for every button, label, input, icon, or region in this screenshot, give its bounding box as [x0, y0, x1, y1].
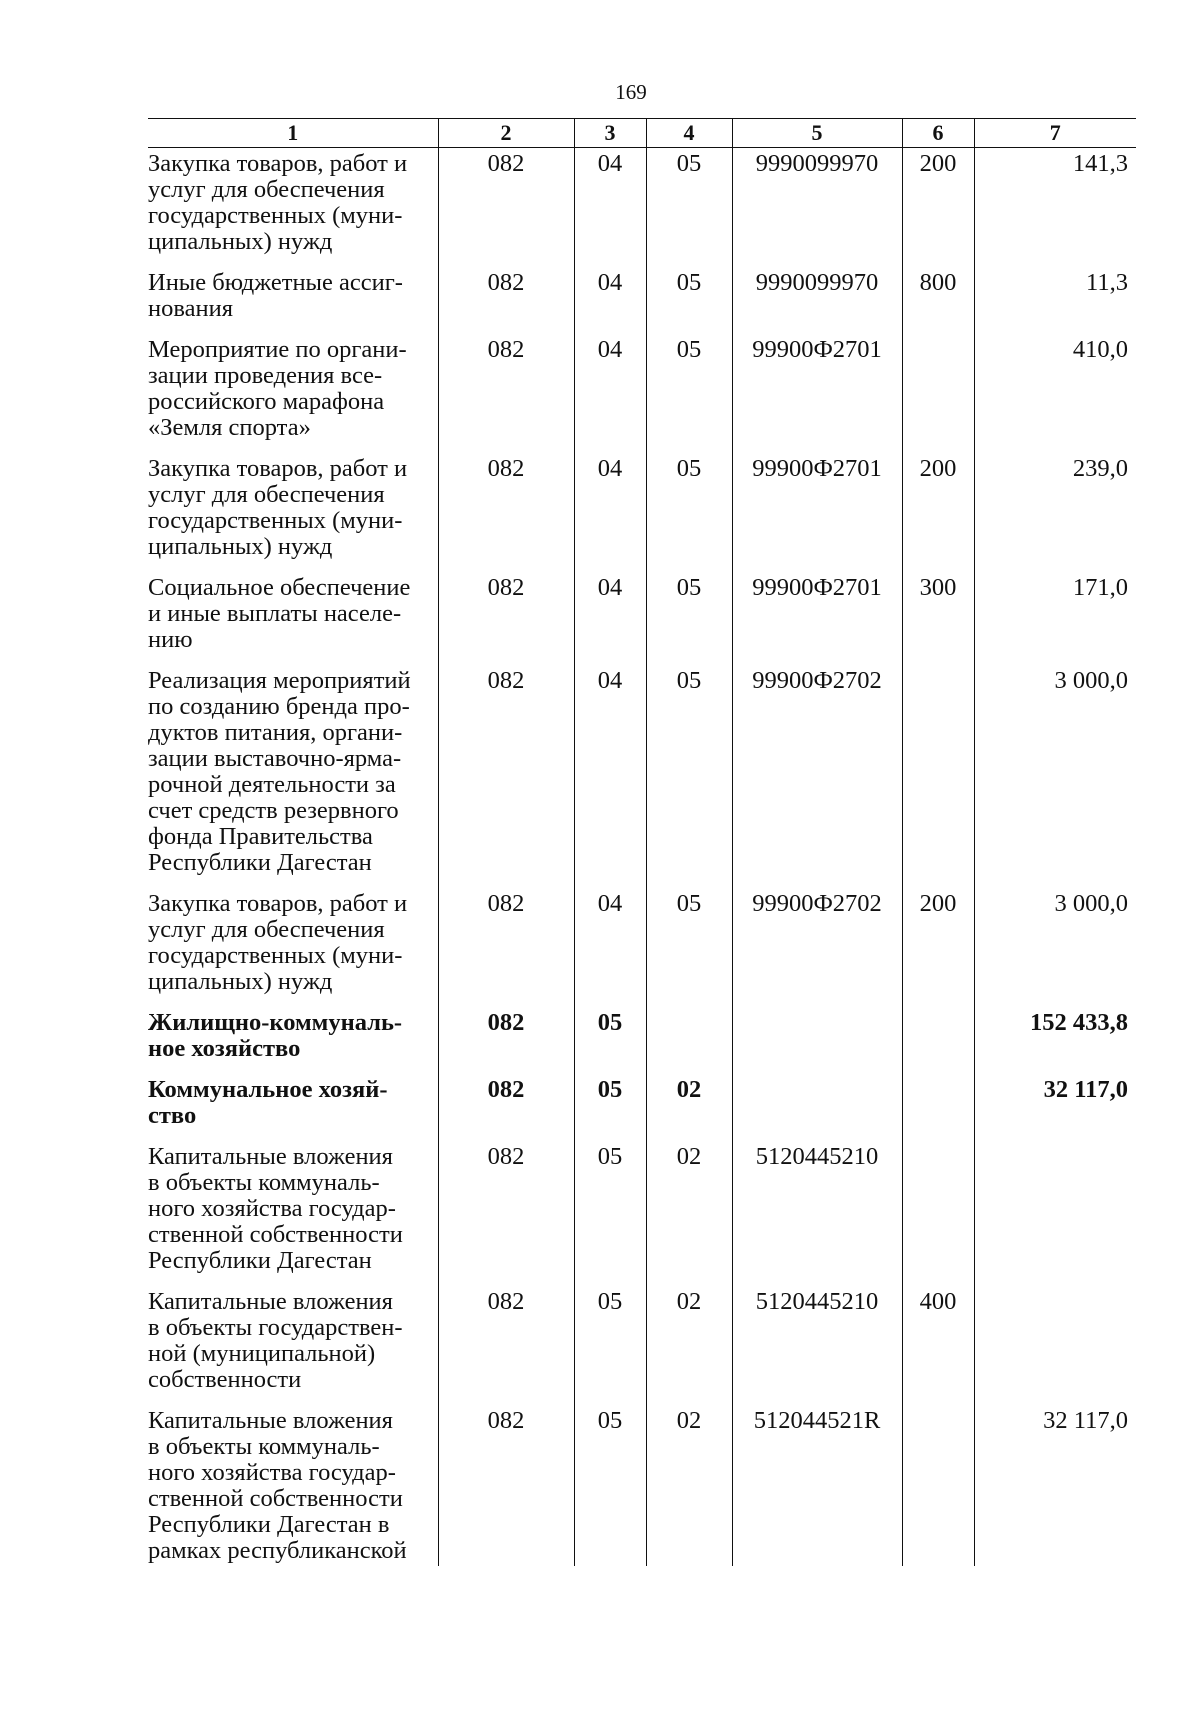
item-name-line: российского марафона: [148, 388, 385, 415]
item-name-line: фонда Правительства: [148, 823, 373, 850]
item-name-line: ственной собственности: [148, 1485, 403, 1512]
cell-col-2: 082: [438, 885, 574, 1004]
cell-col-4: 05: [646, 331, 732, 450]
cell-col-3: 04: [574, 264, 646, 331]
item-name-line: Капитальные вложения: [148, 1407, 393, 1434]
item-name-line: Мероприятие по органи-: [148, 336, 407, 363]
cell-item-name: [148, 331, 438, 450]
cell-col-4: 05: [646, 264, 732, 331]
cell-col-4: 05: [646, 148, 732, 265]
cell-item-name: [148, 1402, 438, 1566]
item-name-line: в объекты государствен-: [148, 1314, 403, 1341]
page-number: 169: [615, 80, 647, 104]
cell-col-2: 082: [438, 1138, 574, 1283]
item-name-line: государственных (муни-: [148, 942, 403, 969]
item-name-line: нования: [148, 295, 233, 322]
item-name-line: Республики Дагестан: [148, 1247, 372, 1274]
item-name-line: зации проведения все-: [148, 362, 383, 389]
table-row: [148, 1402, 1136, 1566]
item-name-line: ной (муниципальной): [148, 1340, 376, 1367]
cell-col-6: 200: [902, 148, 974, 265]
cell-col-5: 99900Ф2701: [732, 331, 902, 450]
table-row: [148, 1004, 1136, 1071]
cell-col-5: 512044521R: [732, 1402, 902, 1566]
item-name-line: Капитальные вложения: [148, 1288, 393, 1315]
cell-col-7: 3 000,0: [974, 662, 1136, 885]
item-name-line: ного хозяйства государ-: [148, 1459, 396, 1486]
cell-col-6: [902, 1138, 974, 1283]
cell-col-6: [902, 662, 974, 885]
cell-col-3: 04: [574, 450, 646, 569]
cell-col-5: 99900Ф2701: [732, 569, 902, 662]
cell-item-name: [148, 569, 438, 662]
cell-col-7: [974, 1283, 1136, 1402]
cell-col-2: 082: [438, 1004, 574, 1071]
cell-col-3: 05: [574, 1004, 646, 1071]
column-header-2: 2: [438, 119, 574, 148]
cell-col-2: 082: [438, 148, 574, 265]
cell-col-5: [732, 1071, 902, 1138]
item-name-line: ципальных) нужд: [148, 228, 333, 255]
table-row: [148, 885, 1136, 1004]
table-row: [148, 450, 1136, 569]
cell-col-3: 04: [574, 331, 646, 450]
cell-col-3: 05: [574, 1138, 646, 1283]
cell-col-3: 05: [574, 1283, 646, 1402]
item-name-line: в объекты коммуналь-: [148, 1433, 380, 1460]
item-name-line: собственности: [148, 1366, 302, 1393]
cell-col-4: 05: [646, 662, 732, 885]
cell-col-6: 400: [902, 1283, 974, 1402]
item-name-line: ное хозяйство: [148, 1035, 301, 1062]
item-name-line: нию: [148, 626, 193, 653]
table-row: [148, 569, 1136, 662]
cell-col-5: 99900Ф2702: [732, 885, 902, 1004]
item-name-line: ципальных) нужд: [148, 533, 333, 560]
cell-col-7: 152 433,8: [974, 1004, 1136, 1071]
cell-col-7: 141,3: [974, 148, 1136, 265]
column-header-1: 1: [148, 119, 438, 148]
table-row: [148, 331, 1136, 450]
cell-col-3: 04: [574, 885, 646, 1004]
item-name-line: Закупка товаров, работ и: [148, 890, 408, 917]
cell-col-2: 082: [438, 450, 574, 569]
column-header-3: 3: [574, 119, 646, 148]
cell-item-name: [148, 1071, 438, 1138]
cell-col-2: 082: [438, 662, 574, 885]
cell-col-6: [902, 331, 974, 450]
column-header-6: 6: [902, 119, 974, 148]
cell-col-4: 02: [646, 1138, 732, 1283]
cell-item-name: [148, 1138, 438, 1283]
table-row: [148, 148, 1136, 265]
item-name-line: государственных (муни-: [148, 507, 403, 534]
cell-item-name: [148, 662, 438, 885]
cell-col-5: 9990099970: [732, 148, 902, 265]
cell-col-2: 082: [438, 569, 574, 662]
cell-col-5: 5120445210: [732, 1283, 902, 1402]
item-name-line: Республики Дагестан в: [148, 1511, 390, 1538]
item-name-line: Республики Дагестан: [148, 849, 372, 876]
budget-table: [148, 118, 1136, 1566]
item-name-line: в объекты коммуналь-: [148, 1169, 380, 1196]
item-name-line: услуг для обеспечения: [148, 916, 385, 943]
item-name-line: Реализация мероприятий: [148, 667, 411, 694]
cell-col-4: 05: [646, 885, 732, 1004]
cell-col-5: 99900Ф2702: [732, 662, 902, 885]
cell-col-2: 082: [438, 1283, 574, 1402]
table-row: [148, 1138, 1136, 1283]
item-name-line: Жилищно-коммуналь-: [148, 1009, 403, 1036]
item-name-line: услуг для обеспечения: [148, 176, 385, 203]
cell-col-2: 082: [438, 331, 574, 450]
cell-col-7: 171,0: [974, 569, 1136, 662]
cell-col-5: 9990099970: [732, 264, 902, 331]
cell-col-6: [902, 1004, 974, 1071]
item-name-line: ципальных) нужд: [148, 968, 333, 995]
cell-col-2: 082: [438, 1071, 574, 1138]
item-name-line: ство: [148, 1102, 197, 1129]
table-row: [148, 1283, 1136, 1402]
cell-col-3: 05: [574, 1402, 646, 1566]
item-name-line: государственных (муни-: [148, 202, 403, 229]
cell-col-4: 02: [646, 1071, 732, 1138]
item-name-line: рочной деятельности за: [148, 771, 396, 798]
cell-col-3: 04: [574, 662, 646, 885]
cell-col-7: [974, 1138, 1136, 1283]
cell-col-3: 04: [574, 569, 646, 662]
cell-col-2: 082: [438, 264, 574, 331]
cell-item-name: [148, 264, 438, 331]
item-name-line: услуг для обеспечения: [148, 481, 385, 508]
cell-col-6: 200: [902, 885, 974, 1004]
item-name-line: ного хозяйства государ-: [148, 1195, 396, 1222]
item-name-line: счет средств резервного: [148, 797, 399, 824]
cell-col-6: 300: [902, 569, 974, 662]
cell-col-5: 99900Ф2701: [732, 450, 902, 569]
cell-col-4: 02: [646, 1283, 732, 1402]
item-name-line: Коммунальное хозяй-: [148, 1076, 388, 1103]
cell-col-7: 239,0: [974, 450, 1136, 569]
item-name-line: по созданию бренда про-: [148, 693, 410, 720]
header-row: [148, 119, 1136, 148]
cell-item-name: [148, 885, 438, 1004]
table-body: [148, 148, 1136, 1567]
cell-item-name: [148, 450, 438, 569]
cell-col-4: 05: [646, 450, 732, 569]
cell-col-7: 3 000,0: [974, 885, 1136, 1004]
item-name-line: Закупка товаров, работ и: [148, 150, 408, 177]
item-name-line: дуктов питания, органи-: [148, 719, 403, 746]
column-header-5: 5: [732, 119, 902, 148]
column-header-7: 7: [974, 119, 1136, 148]
table-header: [148, 119, 1136, 148]
cell-col-4: [646, 1004, 732, 1071]
cell-col-6: [902, 1402, 974, 1566]
column-header-4: 4: [646, 119, 732, 148]
item-name-line: Социальное обеспечение: [148, 574, 411, 601]
item-name-line: «Земля спорта»: [148, 414, 311, 441]
cell-item-name: [148, 1283, 438, 1402]
item-name-line: рамках республиканской: [148, 1537, 407, 1564]
cell-col-4: 02: [646, 1402, 732, 1566]
item-name-line: и иные выплаты населе-: [148, 600, 402, 627]
cell-item-name: [148, 1004, 438, 1071]
cell-col-7: 11,3: [974, 264, 1136, 331]
cell-col-5: 5120445210: [732, 1138, 902, 1283]
item-name-line: Иные бюджетные ассиг-: [148, 269, 403, 296]
table-row: [148, 264, 1136, 331]
item-name-line: Закупка товаров, работ и: [148, 455, 408, 482]
cell-col-5: [732, 1004, 902, 1071]
item-name-line: ственной собственности: [148, 1221, 403, 1248]
cell-col-7: 32 117,0: [974, 1071, 1136, 1138]
cell-col-6: [902, 1071, 974, 1138]
cell-col-7: 32 117,0: [974, 1402, 1136, 1566]
cell-col-6: 200: [902, 450, 974, 569]
cell-item-name: [148, 148, 438, 265]
item-name-line: Капитальные вложения: [148, 1143, 393, 1170]
cell-col-4: 05: [646, 569, 732, 662]
cell-col-2: 082: [438, 1402, 574, 1566]
table-row: [148, 662, 1136, 885]
cell-col-7: 410,0: [974, 331, 1136, 450]
item-name-line: зации выставочно-ярма-: [148, 745, 402, 772]
cell-col-3: 04: [574, 148, 646, 265]
table-row: [148, 1071, 1136, 1138]
cell-col-6: 800: [902, 264, 974, 331]
cell-col-3: 05: [574, 1071, 646, 1138]
